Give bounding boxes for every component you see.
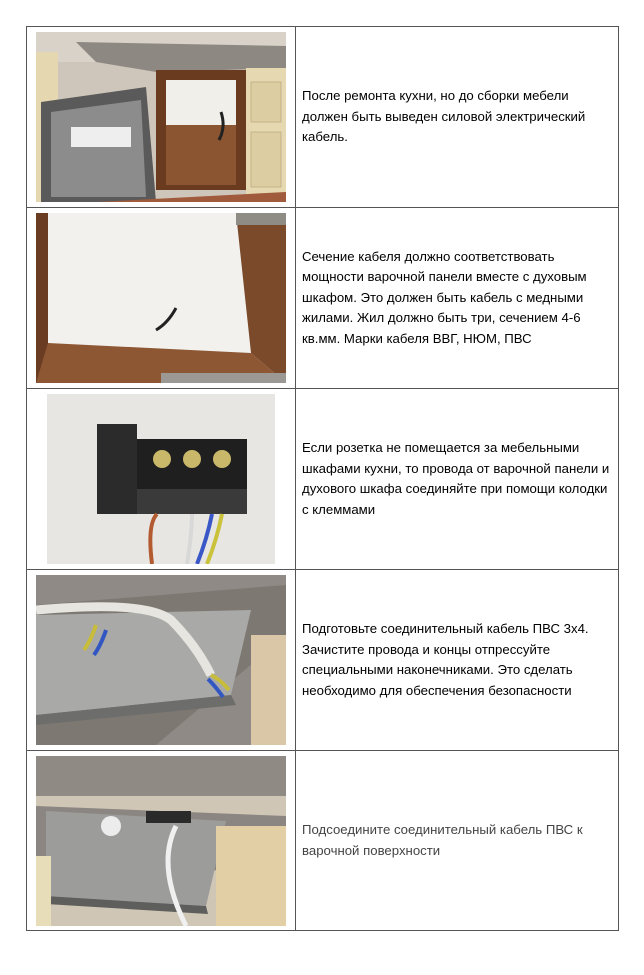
instruction-table <box>26 26 619 931</box>
cable-ends-crimped-photo <box>36 575 286 745</box>
kitchen-cabinet-with-cable-photo <box>36 32 286 202</box>
image-cell <box>27 208 296 389</box>
step-text: Подсоедините соединительный кабель ПВС к варочной поверхности <box>296 751 619 931</box>
image-cell <box>27 570 296 751</box>
image-cell <box>27 389 296 570</box>
image-cell <box>27 27 296 208</box>
terminal-block-photo <box>47 394 275 564</box>
step-text: После ремонта кухни, но до сборки мебели должен быть выведен силовой электрический кабель. <box>296 27 619 208</box>
step-text: Подготовьте соединительный кабель ПВС 3х4. Зачистите провода и концы отпрессуйте специальными наконечниками. Это сделать необходимо для обеспечения безопасности <box>296 570 619 751</box>
step-text: Если розетка не помещается за мебельными шкафами кухни, то провода от варочной панели и духового шкафа соединяйте при помощи колодки с клеммами <box>296 389 619 570</box>
table-row <box>27 751 619 931</box>
table-row <box>27 570 619 751</box>
cabinet-interior-cable-photo <box>36 213 286 383</box>
table-row <box>27 27 619 208</box>
image-cell <box>27 751 296 931</box>
step-text: Сечение кабеля должно соответствовать мощности варочной панели вместе с духовым шкафом. Это должен быть кабель с медными жилами. Жил должно быть три, сечением 4-6 кв.мм. Марки кабеля ВВГ, НЮМ, ПВС <box>296 208 619 389</box>
table-row <box>27 208 619 389</box>
hob-connection-photo <box>36 756 286 926</box>
table-row <box>27 389 619 570</box>
